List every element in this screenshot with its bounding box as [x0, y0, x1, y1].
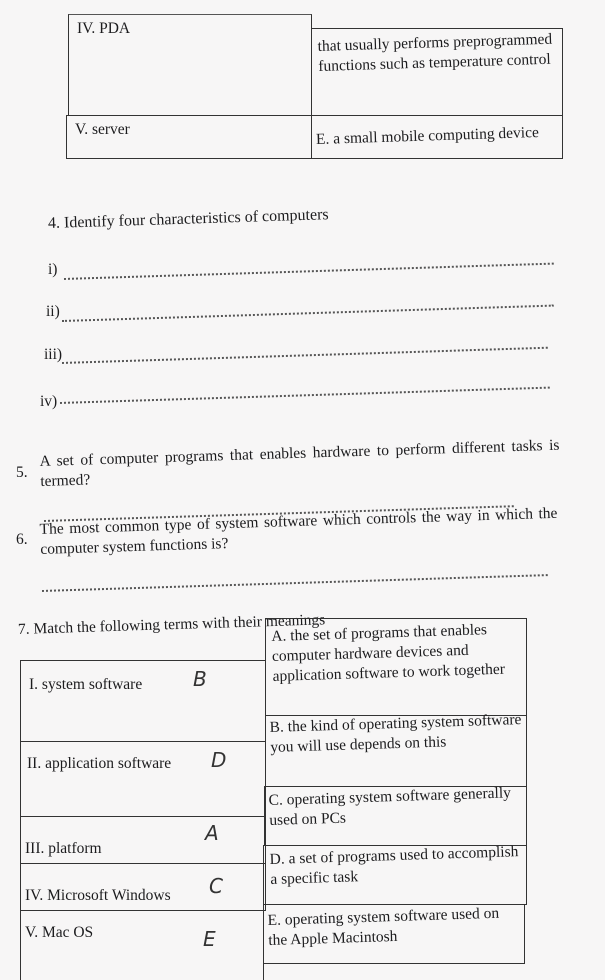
- q7-handwritten-answer[interactable]: E: [203, 927, 216, 951]
- q7-meaning-cell: [263, 845, 527, 905]
- q7-meaning-cell: [263, 904, 525, 964]
- q7-meaning: B. the kind of operating system software you will use depends on this: [269, 711, 522, 756]
- q3-meaning: that usually performs preprogrammed functions such as temperature control: [317, 30, 553, 75]
- q5-question: A set of computer programs that enables hardware to perform different tasks is termed?: [39, 436, 560, 490]
- q3-meaning-cell: [311, 115, 563, 159]
- q7-handwritten-answer[interactable]: D: [211, 748, 227, 772]
- q4-answer-label: iv): [40, 393, 58, 410]
- q4-answer-line-1[interactable]: [64, 263, 554, 280]
- q4-answer-line-2[interactable]: [62, 305, 554, 322]
- q7-meaning-cell: [265, 618, 527, 716]
- q3-term-cell: [68, 14, 312, 116]
- q7-term: I. system software: [29, 676, 143, 693]
- q7-term: V. Mac OS: [25, 924, 94, 941]
- q7-meaning-cell: [265, 711, 527, 787]
- q5-number: 5.: [16, 464, 28, 481]
- q7-handwritten-answer[interactable]: A: [205, 821, 219, 845]
- q3-term-cell: [66, 115, 312, 159]
- q7-question: 7. Match the following terms with their meanings: [17, 611, 326, 638]
- q4-answer-line-3[interactable]: [62, 347, 548, 364]
- q7-meaning: D. a set of programs used to accomplish a specific task: [269, 843, 519, 888]
- q6-answer-line[interactable]: [42, 574, 548, 592]
- q4-answer-label: iii): [44, 346, 63, 363]
- q3-meaning: E. a small mobile computing device: [315, 124, 540, 148]
- q4-question: 4. Identify four characteristics of computers: [47, 206, 329, 232]
- q7-handwritten-answer[interactable]: B: [193, 667, 207, 691]
- q7-meaning: E. operating system software used on the Apple Macintosh: [267, 904, 500, 949]
- q7-term-cell: [20, 816, 266, 864]
- q3-term: V. server: [75, 121, 130, 138]
- q4-answer-label: i): [48, 261, 58, 278]
- q7-term-cell: [20, 910, 264, 980]
- q7-term-cell: [20, 863, 266, 911]
- q3-meaning-cell: [311, 28, 563, 116]
- q7-term-cell: [20, 741, 266, 817]
- q3-term: IV. PDA: [77, 20, 131, 37]
- q7-meaning: A. the set of programs that enables computer hardware devices and application software to work together: [271, 621, 506, 685]
- q4-answer-label: ii): [46, 303, 60, 320]
- q7-term: II. application software: [27, 755, 172, 772]
- q4-answer-line-4[interactable]: [60, 387, 550, 404]
- q6-question: The most common type of system software which controls the way in which the computer system functions is?: [39, 504, 558, 558]
- q7-term: IV. Microsoft Windows: [25, 887, 171, 904]
- q7-meaning-cell: [264, 786, 527, 846]
- q6-number: 6.: [16, 531, 28, 548]
- q7-term: III. platform: [25, 840, 102, 857]
- q7-meaning: C. operating system software generally used on PCs: [268, 784, 512, 829]
- q7-term-cell: [20, 660, 266, 742]
- q7-handwritten-answer[interactable]: C: [209, 874, 223, 898]
